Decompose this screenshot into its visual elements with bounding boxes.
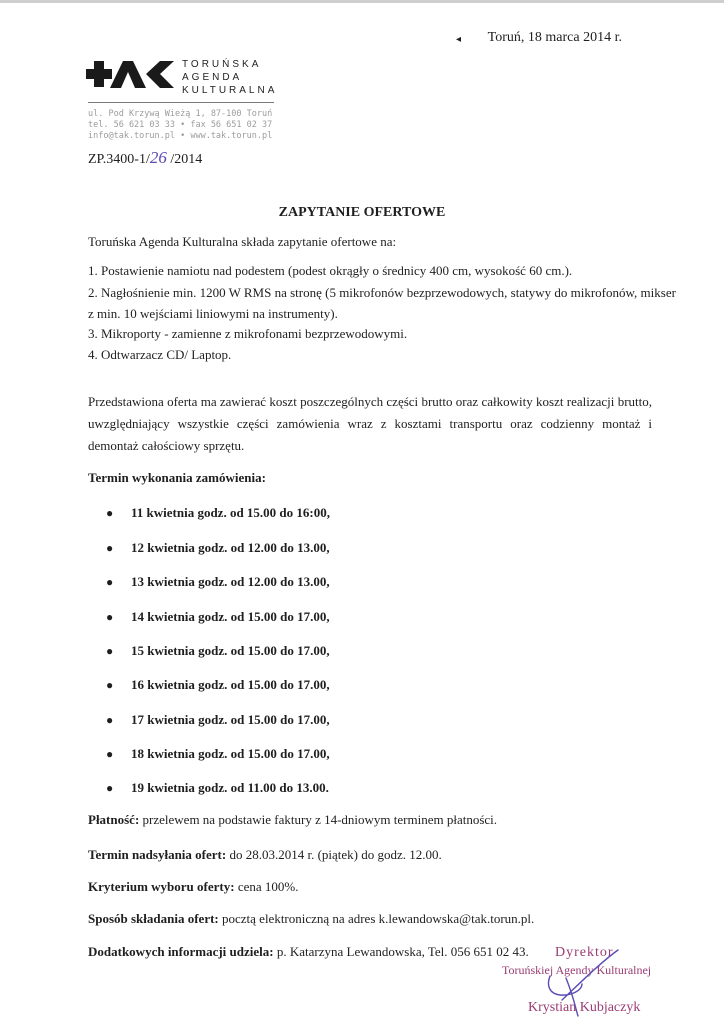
schedule-item: 14 kwietnia godz. od 15.00 do 17.00, — [131, 609, 330, 624]
contact-text: p. Katarzyna Lewandowska, Tel. 056 651 02 43. — [273, 944, 529, 959]
criterion-label: Kryterium wyboru oferty: — [88, 879, 235, 894]
tak-logo — [86, 58, 174, 95]
bullet: ● — [106, 678, 114, 692]
bullet: ● — [106, 541, 114, 555]
address-line-2: tel. 56 621 03 33 • fax 56 651 02 37 — [88, 120, 273, 130]
schedule-item: 15 kwietnia godz. od 15.00 do 17.00, — [131, 643, 330, 658]
stamp-name: Krystian Kubjaczyk — [528, 1000, 641, 1015]
schedule-item: 17 kwietnia godz. od 15.00 do 17.00, — [131, 712, 330, 727]
document-date: Toruń, 18 marca 2014 r. — [487, 30, 622, 45]
org-line-3: KULTURALNA — [182, 85, 278, 96]
contact-label: Dodatkowych informacji udziela: — [88, 944, 274, 959]
bullet: ● — [106, 713, 114, 727]
schedule-heading: Termin wykonania zamówienia: — [88, 470, 266, 485]
item-1: 1. Postawienie namiotu nad podestem (podest okrągły o średnicy 400 cm, wysokość 60 cm.). — [88, 263, 573, 278]
schedule-item: 18 kwietnia godz. od 15.00 do 17.00, — [131, 746, 330, 761]
reference-handwritten: 26 — [149, 148, 167, 167]
schedule-item: 19 kwietnia godz. od 11.00 do 13.00. — [131, 780, 329, 795]
payment-terms — [88, 812, 497, 828]
address-divider — [88, 102, 274, 103]
bullet: ● — [106, 781, 114, 795]
bullet: ● — [106, 610, 114, 624]
item-2-continued: z min. 10 wejściami liniowymi na instrumenty). — [88, 306, 338, 321]
document-title: ZAPYTANIE OFERTOWE — [278, 205, 446, 220]
organization-address — [88, 109, 272, 142]
payment-label: Płatność: — [88, 812, 140, 827]
schedule-item: 13 kwietnia godz. od 12.00 do 13.00, — [131, 574, 330, 589]
offer-paragraph: Przedstawiona oferta ma zawierać koszt poszczególnych części brutto oraz całkowity koszt realizacji brutto, uwzględniający wszystkie części zamówienia wraz z kosztami transportu oraz codzienny montaż i demontaż całościowy sprzętu. — [88, 394, 652, 453]
bullet: ● — [106, 644, 114, 658]
deadline-text: do 28.03.2014 r. (piątek) do godz. 12.00. — [226, 847, 442, 862]
reference-prefix: ZP.3400-1/ — [88, 152, 150, 167]
schedule-item: 12 kwietnia godz. od 12.00 do 13.00, — [131, 540, 330, 555]
item-3: 3. Mikroporty - zamienne z mikrofonami bezprzewodowymi. — [88, 326, 408, 341]
mark-dot: ◂ — [456, 34, 462, 45]
criterion-text: cena 100%. — [234, 879, 299, 894]
schedule-item: 11 kwietnia godz. od 15.00 do 16:00, — [131, 505, 330, 520]
deadline-label: Termin nadsyłania ofert: — [88, 847, 227, 862]
submission-text: pocztą elektroniczną na adres k.lewandowska@tak.torun.pl. — [218, 911, 535, 926]
org-line-1: TORUŃSKA — [182, 59, 262, 70]
submission-method — [88, 911, 534, 927]
contact-info — [88, 944, 529, 960]
bullet: ● — [106, 747, 114, 761]
org-line-2: AGENDA — [182, 72, 243, 83]
item-2: 2. Nagłośnienie min. 1200 W RMS na stronę (5 mikrofonów bezprzewodowych, statywy do mikrofonów, mikser — [88, 285, 676, 300]
bullet: ● — [106, 506, 114, 520]
intro-text: Toruńska Agenda Kulturalna składa zapytanie ofertowe na: — [88, 234, 397, 249]
bullet: ● — [106, 575, 114, 589]
stamp-title: Dyrektor — [555, 945, 614, 960]
item-4: 4. Odtwarzacz CD/ Laptop. — [88, 347, 232, 362]
stamp-organization: Toruńskiej Agendy Kulturalnej — [502, 963, 652, 977]
payment-text: przelewem na podstawie faktury z 14-dniowym terminem płatności. — [139, 812, 498, 827]
schedule-item: 16 kwietnia godz. od 15.00 do 17.00, — [131, 677, 330, 692]
address-line-3: info@tak.torun.pl • www.tak.torun.pl — [88, 131, 273, 141]
submission-label: Sposób składania ofert: — [88, 911, 219, 926]
reference-number — [88, 148, 202, 168]
organization-name — [182, 58, 277, 97]
handwritten-signature — [520, 938, 620, 1023]
selection-criterion — [88, 879, 298, 895]
offer-deadline — [88, 847, 442, 863]
address-line-1: ul. Pod Krzywą Wieżą 1, 87-100 Toruń — [88, 109, 273, 119]
reference-suffix: /2014 — [166, 152, 203, 167]
page-top-edge — [0, 0, 724, 3]
